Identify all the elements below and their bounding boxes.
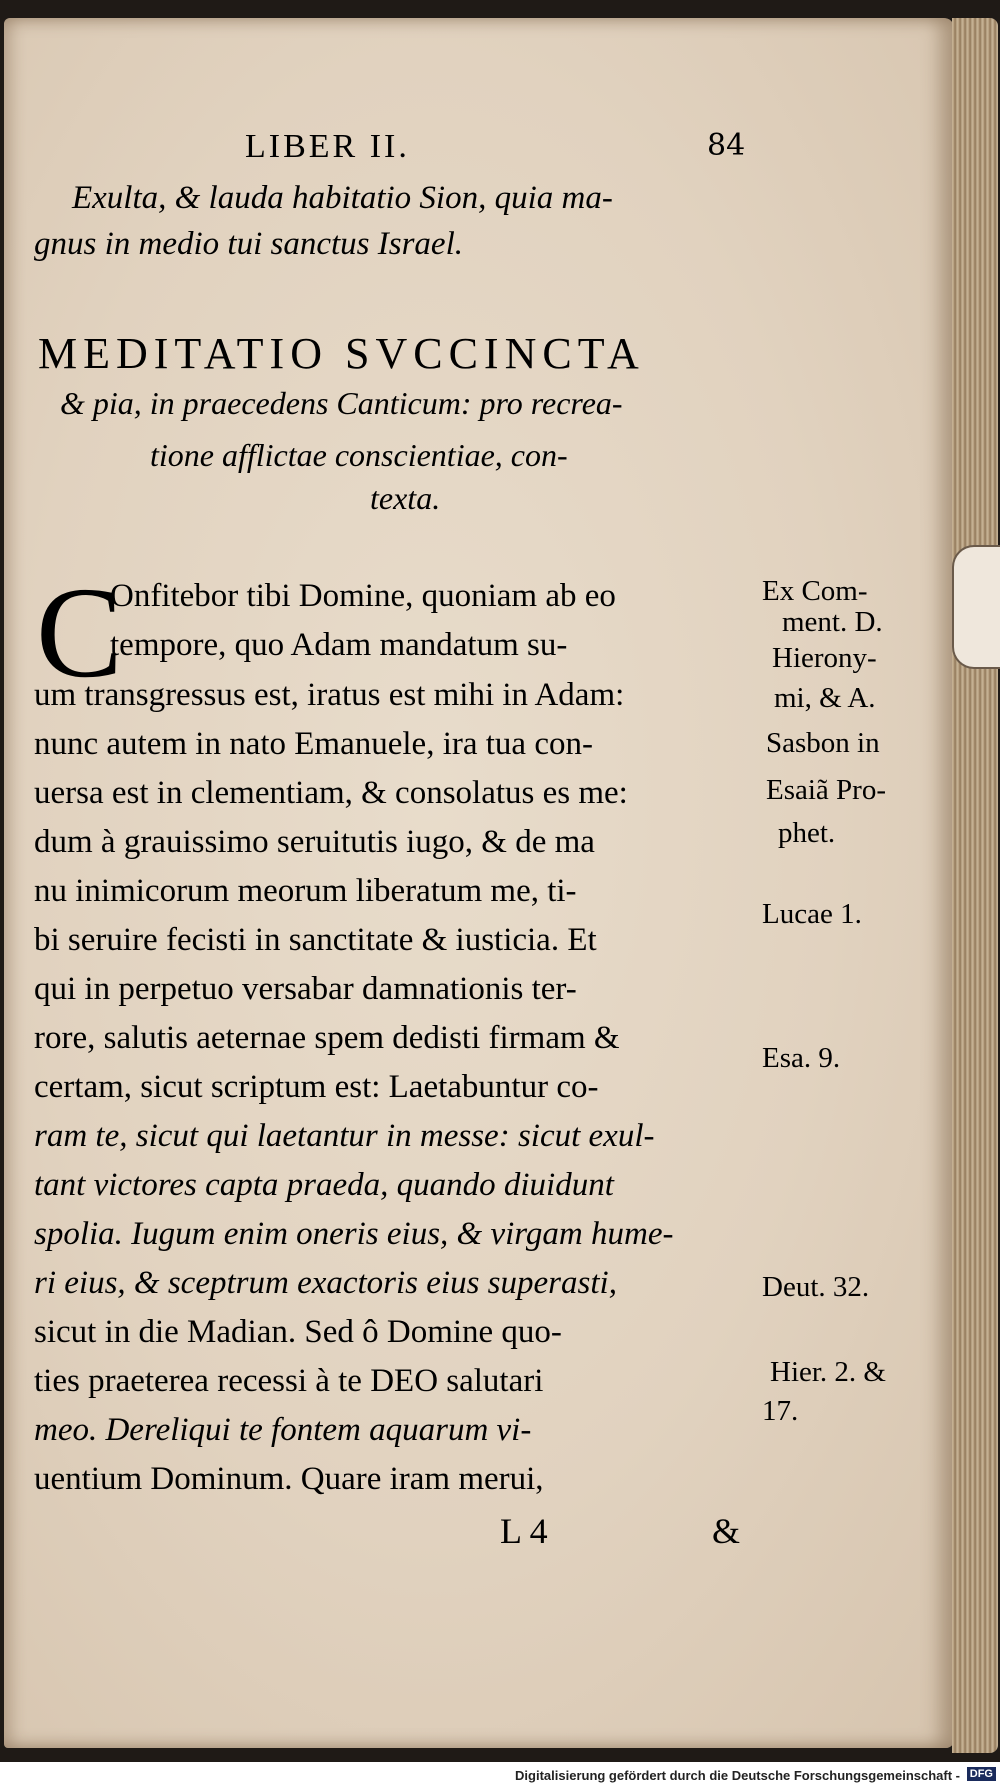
subtitle-line-2: tione afflictae conscientiae, con- — [150, 437, 568, 473]
marginal-note: mi, & A. — [774, 682, 876, 714]
running-title: LIBER II. — [245, 128, 410, 165]
body-line: Onfitebor tibi Domine, quoniam ab eo — [110, 578, 616, 614]
marginal-note: Sasbon in — [766, 727, 880, 759]
marginal-note: ment. D. — [782, 606, 883, 638]
marginal-note: Ex Com- — [762, 575, 868, 607]
body-line: tempore, quo Adam mandatum su- — [110, 627, 568, 663]
marginal-note: Hier. 2. & — [770, 1356, 886, 1388]
body-line: sicut in die Madian. Sed ô Domine quo- — [34, 1314, 562, 1350]
body-line: bi seruire fecisti in sanctitate & iusticia. Et — [34, 922, 597, 958]
page-number: 84 — [707, 128, 746, 163]
body-line: uersa est in clementiam, & consolatus es me: — [34, 775, 628, 811]
intro-line-1: Exulta, & lauda habitatio Sion, quia ma- — [72, 180, 613, 216]
intro-line-2: gnus in medio tui sanctus Israel. — [34, 226, 463, 262]
body-line: qui in perpetuo versabar damnationis ter- — [34, 971, 577, 1007]
page-tab — [952, 545, 1000, 669]
footer-credit: Digitalisierung gefördert durch die Deutsche Forschungsgemeinschaft - — [515, 1768, 960, 1783]
body-line: ri eius, & sceptrum exactoris eius superasti, — [34, 1265, 617, 1301]
body-line: uentium Dominum. Quare iram merui, — [34, 1461, 544, 1497]
marginal-note: Esaiã Pro- — [766, 774, 886, 806]
marginal-note: Lucae 1. — [762, 898, 862, 930]
marginal-note: 17. — [762, 1395, 799, 1427]
drop-cap: C — [36, 561, 123, 705]
subtitle-line-3: texta. — [370, 480, 441, 516]
marginal-note: phet. — [778, 817, 836, 849]
subtitle-line-1: & pia, in praecedens Canticum: pro recrea- — [60, 385, 623, 421]
body-line: meo. Dereliqui te fontem aquarum vi- — [34, 1412, 532, 1448]
dfg-logo: DFG — [967, 1767, 996, 1781]
body-line: tant victores capta praeda, quando diuidunt — [34, 1167, 614, 1203]
body-line: nu inimicorum meorum liberatum me, ti- — [34, 873, 577, 909]
body-line: certam, sicut scriptum est: Laetabuntur co- — [34, 1069, 599, 1105]
body-line: rore, salutis aeternae spem dedisti firmam & — [34, 1020, 620, 1056]
marginal-note: Hierony- — [772, 642, 877, 674]
section-title: MEDITATIO SVCCINCTA — [38, 329, 645, 378]
body-line: spolia. Iugum enim oneris eius, & virgam hume- — [34, 1216, 674, 1252]
marginal-note: Esa. 9. — [762, 1042, 841, 1074]
catchword: & — [712, 1511, 741, 1551]
digitization-footer — [0, 1762, 1000, 1789]
page-edges — [952, 18, 998, 1753]
body-line: nunc autem in nato Emanuele, ira tua con- — [34, 726, 593, 762]
body-line: ram te, sicut qui laetantur in messe: sicut exul- — [34, 1118, 655, 1154]
body-line: dum à grauissimo seruitutis iugo, & de ma — [34, 824, 595, 860]
body-line: um transgressus est, iratus est mihi in Adam: — [34, 677, 625, 713]
marginal-note: Deut. 32. — [762, 1271, 870, 1303]
body-line: ties praeterea recessi à te DEO salutari — [34, 1363, 544, 1399]
signature-mark: L 4 — [500, 1511, 548, 1551]
